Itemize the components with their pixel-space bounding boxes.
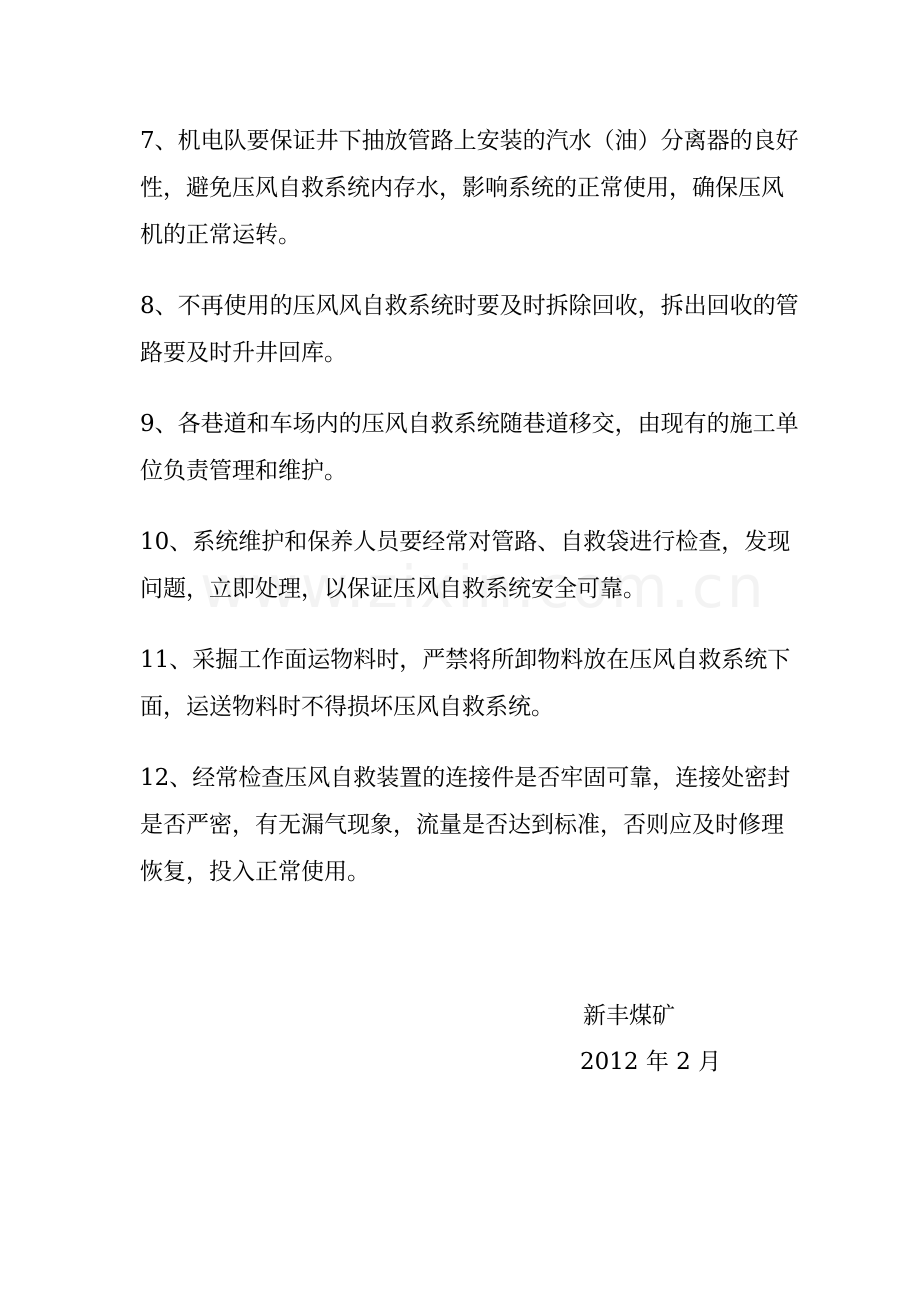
paragraph-9: 9、各巷道和车场内的压风自救系统随巷道移交，由现有的施工单位负责管理和维护。 <box>140 411 799 484</box>
document-body <box>140 118 800 920</box>
paragraph-8: 8、不再使用的压风风自救系统时要及时拆除回收，拆出回收的管路要及时升井回库。 <box>140 293 799 366</box>
paragraph-7: 7、机电队要保证井下抽放管路上安装的汽水（油）分离器的良好性，避免压风自救系统内存水，影响系统的正常使用，确保压风机的正常运转。 <box>140 128 799 248</box>
paragraph-12: 12、经常检查压风自救装置的连接件是否牢固可靠，连接处密封是否严密，有无漏气现象，流量是否达到标准，否则应及时修理恢复，投入正常使用。 <box>140 765 791 885</box>
paragraph-10: 10、系统维护和保养人员要经常对管路、自救袋进行检查，发现问题，立即处理，以保证压风自救系统安全可靠。 <box>140 529 791 602</box>
signature-organization: 新丰煤矿 <box>583 1003 675 1029</box>
paragraph-11: 11、采掘工作面运物料时，严禁将所卸物料放在压风自救系统下面，运送物料时不得损坏压风自救系统。 <box>140 647 791 720</box>
signature-date: 2012 年 2 月 <box>580 1049 722 1075</box>
signature-block <box>580 993 721 1085</box>
